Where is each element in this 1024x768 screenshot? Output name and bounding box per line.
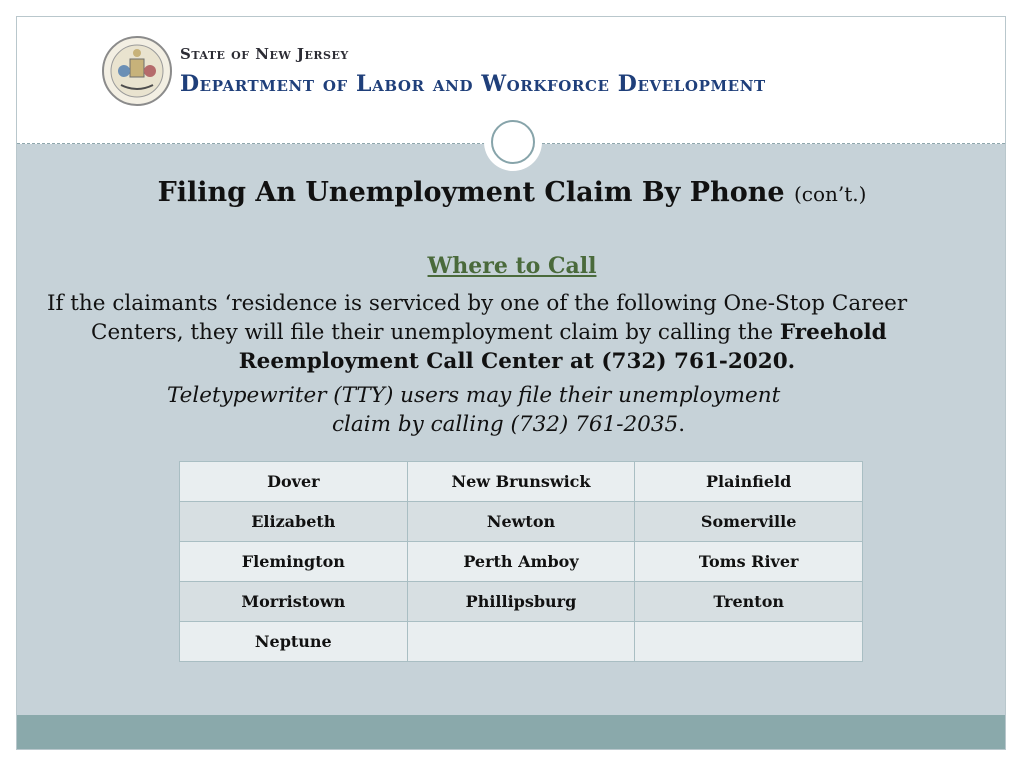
tty-line-2 [157,410,877,439]
divider-circle-ornament [486,115,540,169]
table-cell: Newton [407,502,635,542]
table-cell: New Brunswick [407,462,635,502]
agency-department-title: Department of Labor and Workforce Development [180,71,766,97]
table-row [180,582,863,622]
nj-state-seal-icon [101,35,173,107]
agency-state-label: State of New Jersey [180,45,349,63]
table-cell: Trenton [635,582,863,622]
table-cell: Dover [180,462,408,502]
table-cell: Somerville [635,502,863,542]
page-title-main: Filing An Unemployment Claim By Phone [157,177,785,208]
table-cell: Elizabeth [180,502,408,542]
career-centers-table [179,461,863,662]
table-cell [635,622,863,662]
paragraph-line-2-text: Centers, they will file their unemployment claim by calling the [91,320,780,345]
section-heading-where-to-call: Where to Call [427,253,597,279]
slide [16,16,1006,750]
paragraph-line-1: If the claimants ‘residence is serviced by one of the following One-Stop Career [47,291,908,316]
table-cell: Toms River [635,542,863,582]
table-row [180,622,863,662]
paragraph-line-3 [47,347,977,376]
tty-phone-text: claim by calling (732) 761-2035 [332,412,679,437]
table-cell [407,622,635,662]
instructions-paragraph [47,289,977,376]
table-cell: Flemington [180,542,408,582]
table-row [180,462,863,502]
table-cell: Perth Amboy [407,542,635,582]
call-center-phone: Reemployment Call Center at (732) 761-2020. [238,349,796,374]
paragraph-line-2 [47,318,977,347]
table-cell: Neptune [180,622,408,662]
table-cell: Morristown [180,582,408,622]
table-cell: Plainfield [635,462,863,502]
footer-bar [17,715,1005,750]
tty-line-1: Teletypewriter (TTY) users may file their unemployment [167,383,781,408]
page-title [17,177,1006,208]
tty-note [157,381,877,439]
table-row [180,542,863,582]
divider-circle-inner [491,120,535,164]
call-center-name-part: Freehold [779,320,887,345]
table-row [180,502,863,542]
table-cell: Phillipsburg [407,582,635,622]
page-title-suffix: (con’t.) [793,182,867,206]
tty-period: . [678,412,686,437]
